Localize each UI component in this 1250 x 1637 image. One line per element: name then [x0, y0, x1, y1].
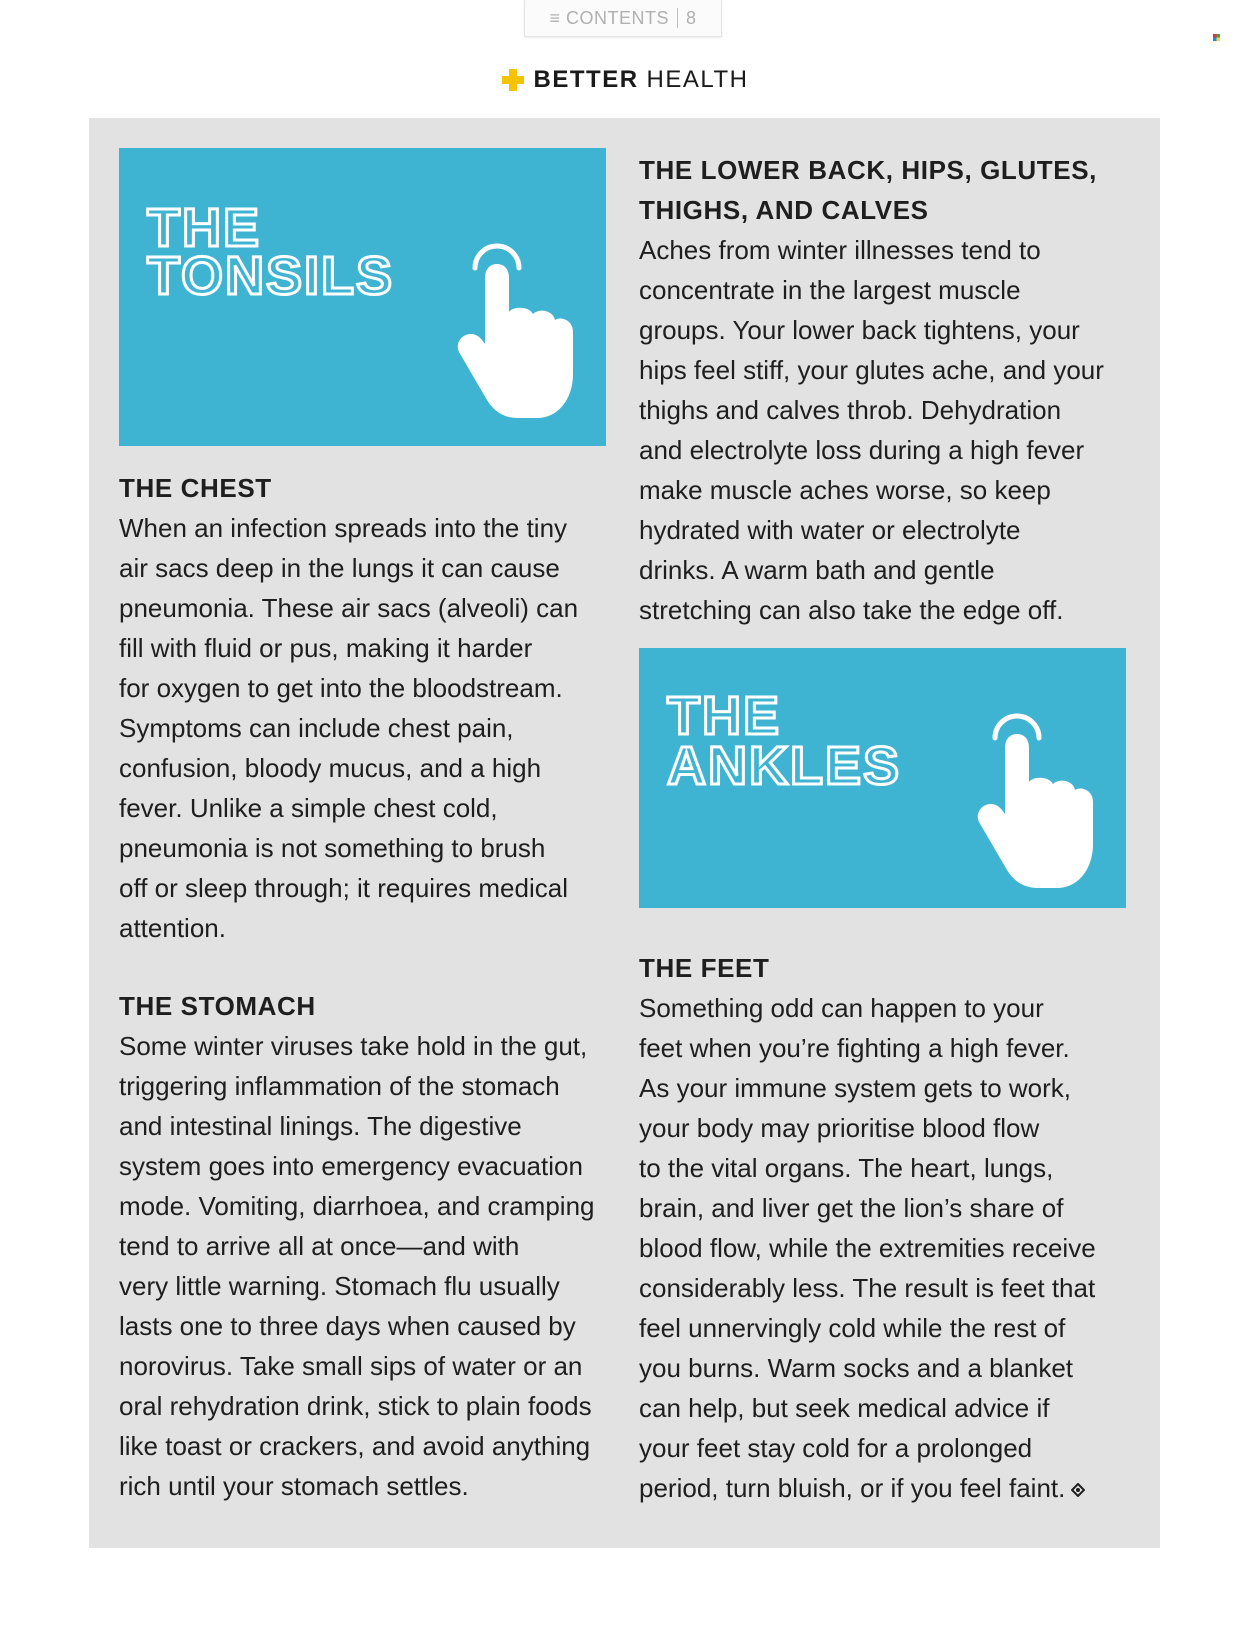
body-line: your body may prioritise blood flow — [639, 1113, 1040, 1143]
contents-label: ≡ CONTENTS — [549, 7, 669, 28]
chest-section — [119, 468, 619, 948]
section-heading: THE CHEST — [119, 473, 272, 503]
body-line: pneumonia. These air sacs (alveoli) can — [119, 593, 579, 623]
tonsils-banner-art — [119, 148, 606, 446]
section-heading: THIGHS, AND CALVES — [639, 195, 929, 225]
body-line: As your immune system gets to work, — [639, 1073, 1072, 1103]
body-line: can help, but seek medical advice if — [639, 1393, 1050, 1423]
banner-title-line2: TONSILS — [147, 246, 395, 306]
body-line: like toast or crackers, and avoid anything — [119, 1431, 591, 1461]
body-line: mode. Vomiting, diarrhoea, and cramping — [119, 1191, 595, 1221]
body-line: blood flow, while the extremities receive — [639, 1233, 1096, 1263]
body-line: fill with fluid or pus, making it harder — [119, 633, 533, 663]
brand-light: HEALTH — [646, 66, 749, 93]
feet-section — [639, 948, 1139, 1508]
body-line: feel unnervingly cold while the rest of — [639, 1313, 1066, 1343]
body-line: hydrated with water or electrolyte — [639, 515, 1021, 545]
body-line: tend to arrive all at once—and with — [119, 1231, 520, 1261]
body-line: system goes into emergency evacuation — [119, 1151, 583, 1181]
banner-title-line2: ANKLES — [667, 736, 902, 796]
body-line: and electrolyte loss during a high fever — [639, 435, 1085, 465]
ankles-banner-art — [639, 648, 1126, 908]
body-line: attention. — [119, 913, 226, 943]
body-line: you burns. Warm socks and a blanket — [639, 1353, 1074, 1383]
body-line: pneumonia is not something to brush — [119, 833, 546, 863]
divider — [677, 8, 678, 28]
body-line: and intestinal linings. The digestive — [119, 1111, 522, 1141]
lower-back-section — [639, 150, 1139, 630]
section-heading: THE STOMACH — [119, 991, 316, 1021]
body-line: triggering inflammation of the stomach — [119, 1071, 560, 1101]
body-line: off or sleep through; it requires medical — [119, 873, 568, 903]
body-line: drinks. A warm bath and gentle — [639, 555, 995, 585]
body-line: norovirus. Take small sips of water or an — [119, 1351, 583, 1381]
body-line: lasts one to three days when caused by — [119, 1311, 576, 1341]
body-line: stretching can also take the edge off. — [639, 595, 1064, 625]
body-line: for oxygen to get into the bloodstream. — [119, 673, 563, 703]
body-line: When an infection spreads into the tiny — [119, 513, 568, 543]
contents-button[interactable] — [524, 0, 722, 37]
body-line: feet when you’re fighting a high fever. — [639, 1033, 1070, 1063]
body-line: confusion, bloody mucus, and a high — [119, 753, 542, 783]
body-line: thighs and calves throb. Dehydration — [639, 395, 1062, 425]
banner-title-line1: THE — [147, 198, 261, 258]
plus-cross-icon — [502, 69, 524, 91]
body-line: to the vital organs. The heart, lungs, — [639, 1153, 1054, 1183]
body-line: considerably less. The result is feet that — [639, 1273, 1096, 1303]
article-panel — [89, 118, 1160, 1548]
body-line: Something odd can happen to your — [639, 993, 1044, 1023]
publication-header — [0, 64, 1250, 96]
brand-bold: BETTER — [533, 66, 639, 93]
body-line: fever. Unlike a simple chest cold, — [119, 793, 498, 823]
end-of-article-icon — [1071, 1483, 1085, 1497]
page-number: 8 — [686, 7, 697, 28]
section-heading: THE LOWER BACK, HIPS, GLUTES, — [639, 155, 1097, 185]
body-line — [639, 1468, 1139, 1508]
stomach-section — [119, 986, 619, 1506]
body-line: very little warning. Stomach flu usually — [119, 1271, 560, 1301]
body-line: Some winter viruses take hold in the gut, — [119, 1031, 588, 1061]
tap-hand-icon — [978, 716, 1093, 888]
tap-hand-icon — [458, 246, 573, 418]
color-squares-icon — [1213, 34, 1220, 41]
body-line: your feet stay cold for a prolonged — [639, 1433, 1033, 1463]
tonsils-banner[interactable] — [119, 148, 606, 446]
body-line: rich until your stomach settles. — [119, 1471, 469, 1501]
body-line: hips feel stiff, your glutes ache, and your — [639, 355, 1104, 385]
body-line: Aches from winter illnesses tend to — [639, 235, 1041, 265]
banner-title-line1: THE — [667, 686, 781, 746]
body-line: brain, and liver get the lion’s share of — [639, 1193, 1064, 1223]
body-line-text: period, turn bluish, or if you feel faint. — [639, 1473, 1066, 1503]
body-line: groups. Your lower back tightens, your — [639, 315, 1080, 345]
body-line: air sacs deep in the lungs it can cause — [119, 553, 560, 583]
body-line: make muscle aches worse, so keep — [639, 475, 1051, 505]
body-line: oral rehydration drink, stick to plain foods — [119, 1391, 592, 1421]
ankles-banner[interactable] — [639, 648, 1126, 908]
section-heading: THE FEET — [639, 953, 770, 983]
body-line: concentrate in the largest muscle — [639, 275, 1021, 305]
body-line: Symptoms can include chest pain, — [119, 713, 514, 743]
